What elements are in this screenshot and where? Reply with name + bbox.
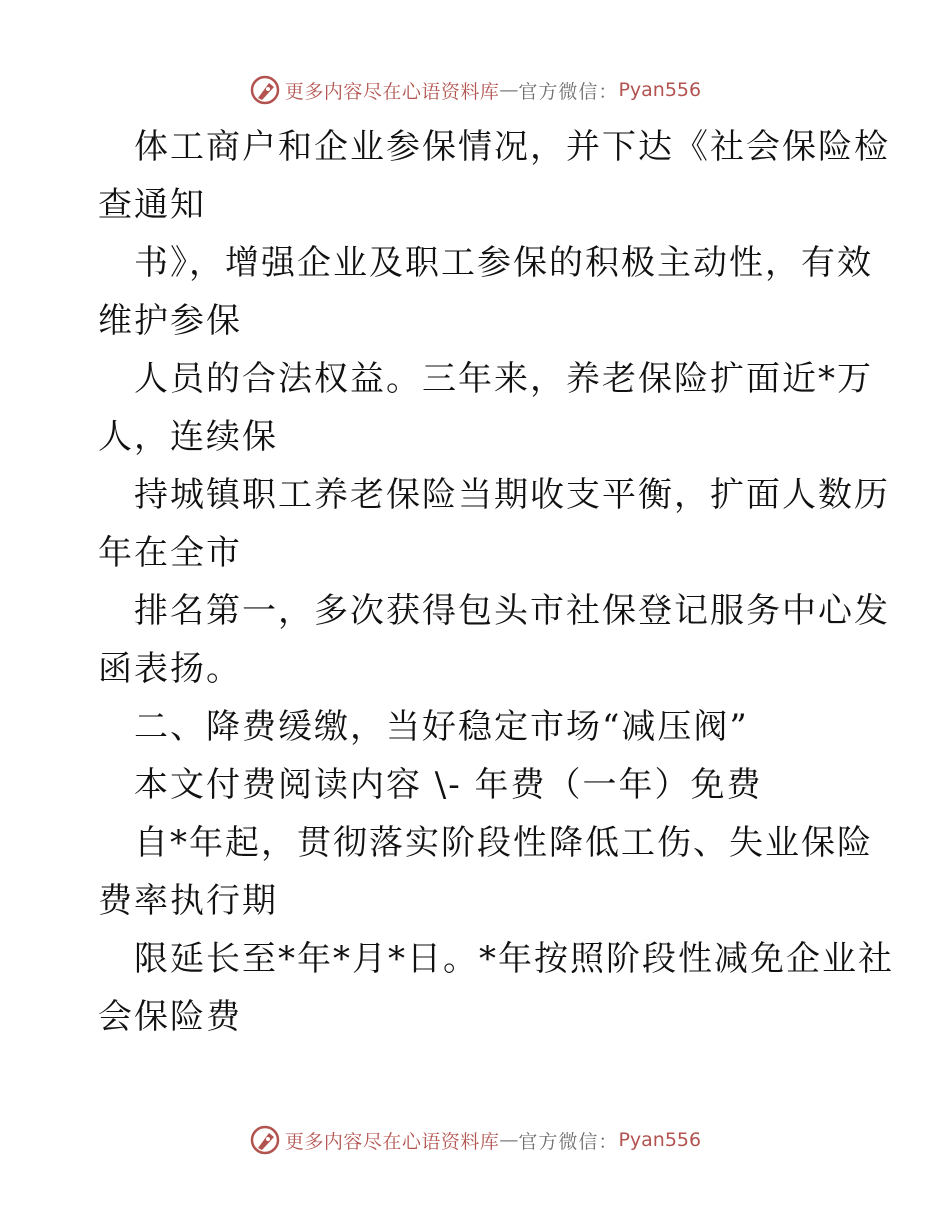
- header-banner: [0, 70, 950, 110]
- text-line: 限延长至*年*月*日。*年按照阶段性减免企业社: [134, 939, 894, 979]
- footer-separator: —: [499, 1129, 519, 1151]
- text-line: 年在全市: [98, 533, 242, 573]
- text-line: 持城镇职工养老保险当期收支平衡，扩面人数历: [134, 475, 890, 515]
- text-line: 查通知: [98, 185, 206, 225]
- text-line: 体工商户和企业参保情况，并下达《社会保险检: [134, 127, 890, 167]
- text-line: 函表扬。: [98, 649, 242, 689]
- text-line: 维护参保: [98, 301, 242, 341]
- header-brand-text: 更多内容尽在心语资料库: [284, 80, 500, 103]
- text-line: 自*年起，贯彻落实阶段性降低工伤、失业保险: [134, 823, 873, 863]
- text-line: 书》，增强企业及职工参保的积极主动性，有效: [134, 243, 873, 283]
- document-body: [98, 118, 894, 1046]
- pen-nib-logo-icon: [249, 1124, 281, 1156]
- pen-nib-logo-icon: [249, 74, 281, 106]
- footer-wechat-id: Pyan556: [618, 1129, 702, 1151]
- text-line: 二、降费缓缴，当好稳定市场“减压阀”: [134, 707, 749, 747]
- text-line: 人，连续保: [98, 417, 278, 457]
- footer-wechat-label: 官方微信：: [518, 1130, 619, 1153]
- header-wechat-id: Pyan556: [618, 79, 702, 101]
- footer-brand-text: 更多内容尽在心语资料库: [284, 1130, 500, 1153]
- footer-banner: [0, 1120, 950, 1160]
- text-line: 本文付费阅读内容 \- 年费（一年）免费: [134, 765, 763, 805]
- text-line: 排名第一，多次获得包头市社保登记服务中心发: [134, 591, 890, 631]
- header-wechat-label: 官方微信：: [518, 80, 619, 103]
- text-line: 费率执行期: [98, 881, 278, 921]
- header-separator: —: [499, 79, 519, 101]
- text-line: 人员的合法权益。三年来，养老保险扩面近*万: [134, 359, 873, 399]
- text-line: 会保险费: [98, 997, 242, 1037]
